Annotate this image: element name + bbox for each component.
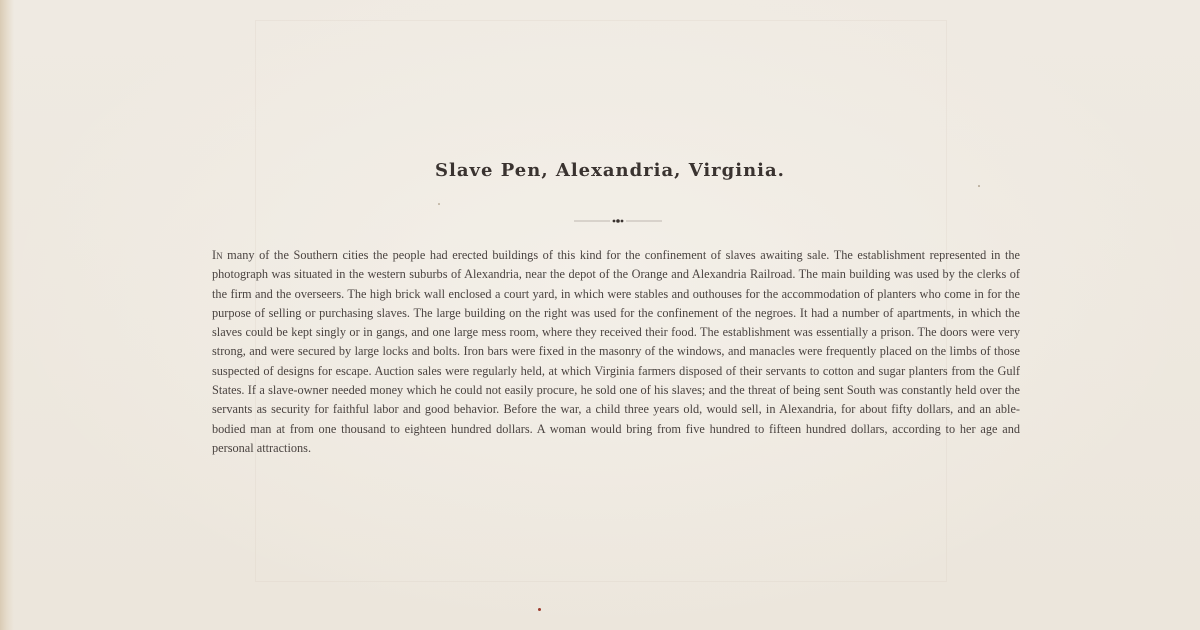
red-ink-speck — [538, 608, 541, 611]
page-title: Slave Pen, Alexandria, Virginia. — [435, 160, 785, 181]
page-left-edge — [0, 0, 14, 630]
title-divider-ornament — [574, 216, 662, 226]
paragraph-text: many of the Southern cities the people had erected buildings of this kind for the confinement of slaves awaiting sale. The establishment represented in the photograph was situated in the western suburbs of Alexandria, near the depot of the Orange and Alexandria Railroad. The main building was used by the clerks of the firm and the overseers. The high brick wall enclosed a court yard, in which were stables and outhouses for the accommodation of planters who come in for the purpose of selling or purchasing slaves. The large building on the right was used for the confinement of the negroes. It had a number of apartments, in which the slaves could be kept singly or in gangs, and one large mess room, where they received their food. The establishment was essentially a prison. The doors were very strong, and were secured by large locks and bolts. Iron bars were fixed in the masonry of the windows, and manacles were frequently placed on the limbs of those suspected of designs for escape. Auction sales were regularly held, at which Virginia farmers disposed of their servants to cotton and sugar planters from the Gulf States. If a slave-owner needed money which he could not easily procure, he sold one of his slaves; and the threat of being sent South was constantly held over the servants as security for faithful labor and good behavior. Before the war, a child three years old, would sell, in Alexandria, for about fifty dollars, and an able-bodied man at from one thousand to eighteen hundred dollars. A woman would bring from five hundred to fifteen hundred dollars, according to her age and personal attractions. — [212, 248, 1020, 455]
paper-speck — [978, 185, 980, 187]
paragraph-lead-word: In — [212, 248, 223, 262]
paper-speck — [438, 203, 440, 205]
body-paragraph — [212, 246, 1020, 458]
